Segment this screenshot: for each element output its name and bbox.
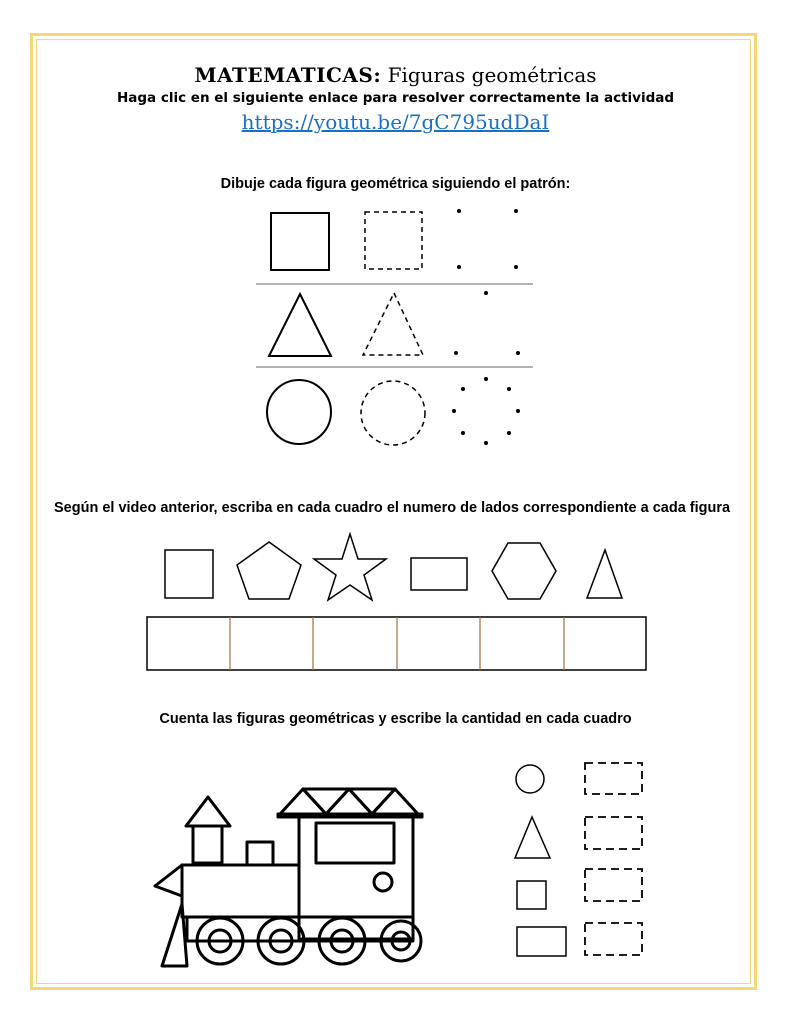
answer-box-triangles[interactable] [585, 817, 642, 849]
pattern-grid [250, 200, 540, 460]
section3-title: Cuenta las figuras geométricas y escribe la cantidad en cada cuadro [159, 711, 632, 727]
dome-square [247, 842, 273, 865]
circle-dots [452, 377, 520, 445]
roof-triangle [372, 789, 418, 814]
title-subject: MATEMATICAS: [194, 63, 382, 87]
chimney-roof-triangle [186, 797, 230, 826]
legend-triangle [515, 817, 550, 858]
video-link[interactable]: https://youtu.be/7gC795udDaI [241, 110, 550, 134]
section1-title: Dibuje cada figura geométrica siguiendo el patrón: [220, 176, 571, 192]
answer-boxes[interactable] [146, 616, 648, 672]
triangle-solid [269, 294, 331, 356]
cab-circle [374, 873, 392, 891]
instruction-text: Haga clic en el siguiente enlace para resolver correctamente la actividad [116, 90, 675, 106]
boiler-rectangle [182, 865, 299, 917]
cab-window [316, 823, 394, 863]
title-topic: Figuras geométricas [381, 63, 597, 87]
rectangle-shape [411, 558, 467, 590]
chimney-square [193, 826, 222, 863]
count-legend [505, 755, 655, 970]
hexagon-shape [492, 543, 556, 599]
circle-dashed [361, 381, 425, 445]
section2-title: Según el video anterior, escriba en cada cuadro el numero de lados correspondiente a cada figura [54, 500, 731, 516]
front-triangle-top [155, 865, 182, 896]
roof-triangle [303, 789, 349, 814]
square-dashed [365, 212, 422, 269]
shape-row [150, 532, 650, 607]
legend-circle [516, 765, 544, 793]
cowcatcher-triangle [162, 904, 187, 966]
roof-triangle [326, 789, 372, 814]
page-title [0, 63, 791, 88]
square-solid [271, 213, 329, 270]
triangle-dots [454, 291, 520, 355]
roof-triangle [349, 789, 395, 814]
square-dots [457, 209, 518, 269]
triangle-dashed [363, 293, 423, 355]
roof-triangle [280, 789, 326, 814]
square-shape [165, 550, 213, 598]
answer-box-rectangles[interactable] [585, 923, 642, 955]
circle-solid [267, 380, 331, 444]
answer-box-circles[interactable] [585, 763, 642, 794]
train-illustration [150, 786, 450, 976]
legend-rectangle [517, 927, 566, 956]
legend-square [517, 881, 546, 909]
star-shape [314, 534, 386, 600]
answer-box-squares[interactable] [585, 869, 642, 901]
pentagon-shape [237, 542, 301, 599]
triangle-shape [587, 550, 622, 598]
